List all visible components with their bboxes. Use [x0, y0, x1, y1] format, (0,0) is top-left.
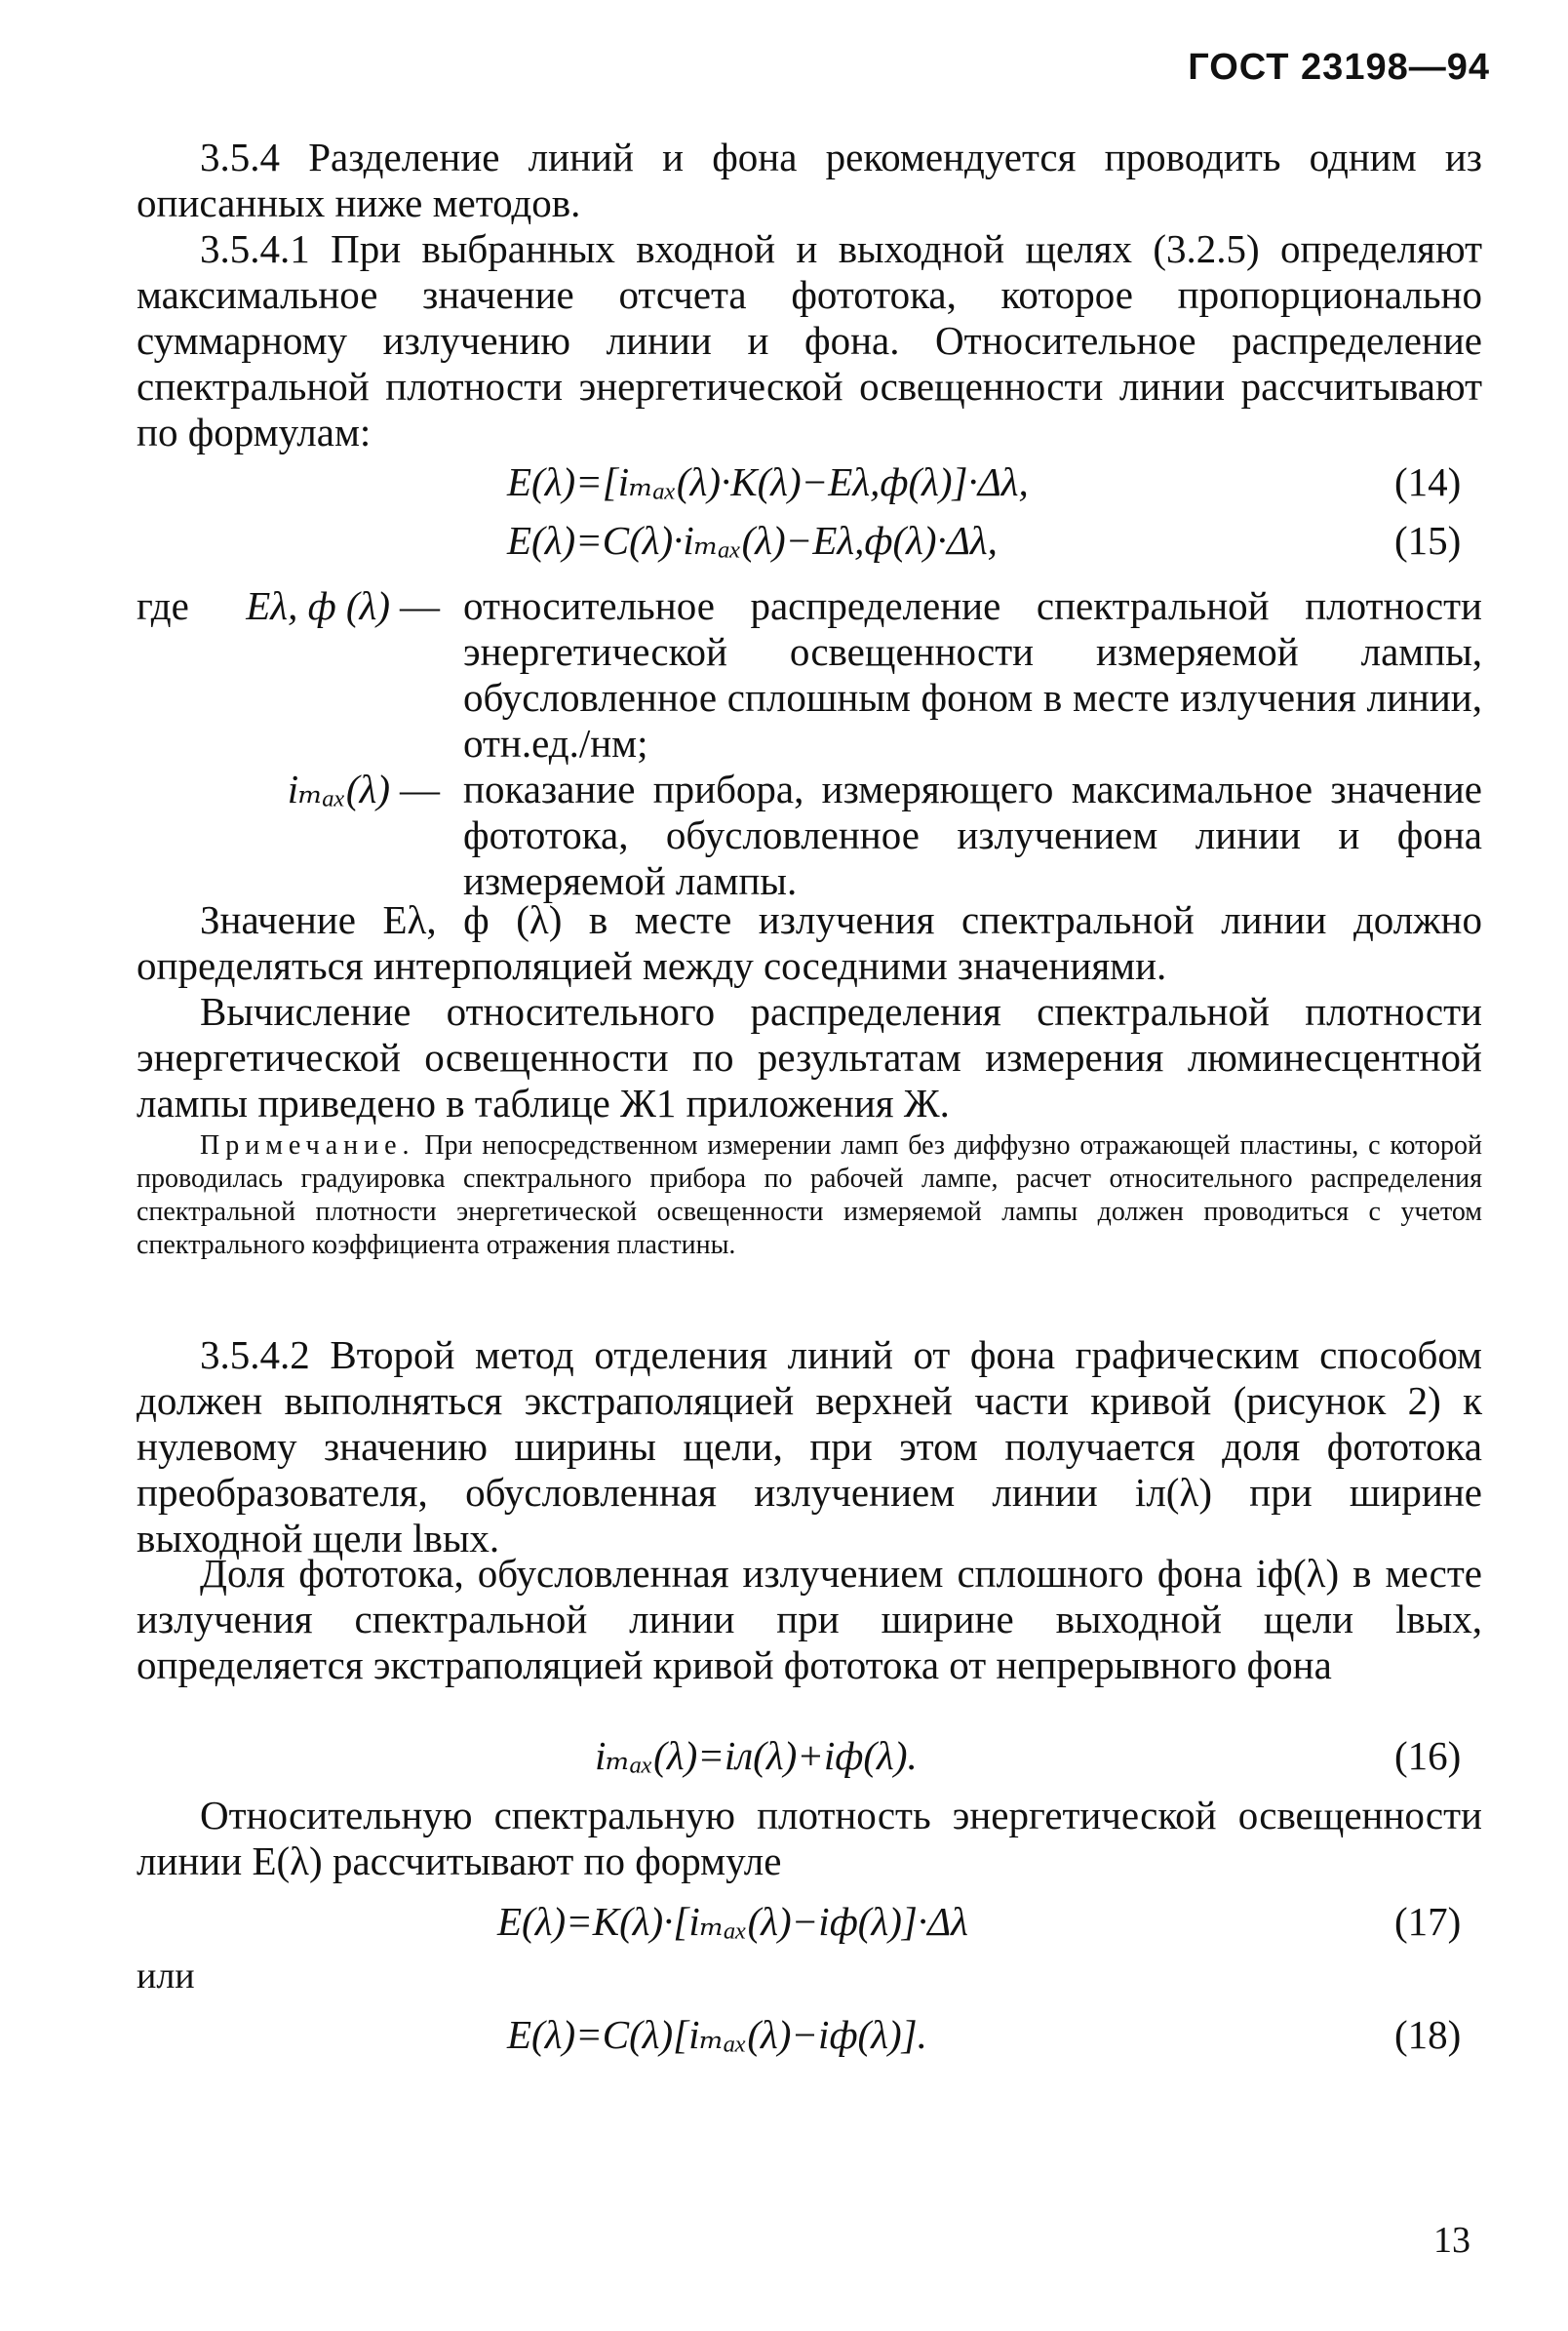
formula-17: E(λ)=K(λ)·[iₘₐₓ(λ)−iф(λ)]·Δλ	[497, 1899, 968, 1944]
definition-term: Eλ, ф (λ)	[246, 583, 390, 628]
formula-14: E(λ)=[iₘₐₓ(λ)·K(λ)−Eλ,ф(λ)]·Δλ,	[507, 459, 1029, 504]
note-block	[137, 1129, 1482, 1262]
formula-18: E(λ)=C(λ)[iₘₐₓ(λ)−iф(λ)].	[507, 2012, 927, 2057]
formula-18-number: (18)	[1394, 2012, 1462, 2057]
formula-16: iₘₐₓ(λ)=iл(λ)+iф(λ).	[595, 1733, 918, 1778]
formula-14-number: (14)	[1394, 459, 1462, 504]
paragraph-background-share: Доля фототока, обусловленная излучением сплошного фона iф(λ) в месте излучения спектральной линии при ширине выходной щели lвых, определяется экстраполяцией кривой фототока от непрерывного фона	[137, 1551, 1482, 1687]
paragraph-3-5-4-2: 3.5.4.2 Второй метод отделения линий от фона графическим способом должен выполняться экстраполяцией верхней части кривой (рисунок 2) к нулевому значению ширины щели, при этом получается доля фототока преобразователя, обусловленная излучением линии iл(λ) при ширине выходной щели lвых.	[137, 1332, 1482, 1561]
formula-16-number: (16)	[1394, 1733, 1462, 1778]
where-label: где	[137, 583, 189, 628]
formula-17-number: (17)	[1394, 1899, 1462, 1944]
or-label: или	[137, 1956, 195, 1996]
paragraph-3-5-4-1: 3.5.4.1 При выбранных входной и выходной щелях (3.2.5) определяют максимальное значение отсчета фототока, которое пропорционально суммарному излучению линии и фона. Относительное распределение спектральной плотности энергетической освещенности линии рассчитывают по формулам:	[137, 226, 1482, 454]
paragraph-value: Значение Eλ, ф (λ) в месте излучения спектральной линии должно определяться интерполяцией между соседними значениями.	[137, 897, 1482, 988]
note-label: Примечание.	[200, 1130, 415, 1161]
paragraph-3-5-4: 3.5.4 Разделение линий и фона рекомендуется проводить одним из описанных ниже методов.	[137, 135, 1482, 225]
definition-text: показание прибора, измеряющего максимальное значение фототока, обусловленное излучением линии и фона измеряемой лампы.	[463, 767, 1482, 903]
standard-header: ГОСТ 23198—94	[1188, 47, 1490, 88]
definition-dash: —	[400, 583, 440, 628]
definition-term: iₘₐₓ(λ)	[287, 767, 390, 811]
formula-15-number: (15)	[1394, 518, 1462, 563]
paragraph-relative-density: Относительную спектральную плотность энергетической освещенности линии E(λ) рассчитывают по формуле	[137, 1793, 1482, 1883]
definition-dash: —	[400, 767, 440, 811]
note-text: При непосредственном измерении ламп без диффузно отражающей пластины, с которой проводилась градуировка спектрального прибора по рабочей лампе, расчет относительного распределения спектральной плотности энергетической освещенности измеряемой лампы должен проводиться с учетом спектрального коэффициента отражения пластины.	[137, 1130, 1483, 1260]
formula-15: E(λ)=C(λ)·iₘₐₓ(λ)−Eλ,ф(λ)·Δλ,	[507, 518, 998, 563]
definition-text: относительное распределение спектральной плотности энергетической освещенности измеряемой лампы, обусловленное сплошным фоном в месте излучения линии, отн.ед./нм;	[463, 583, 1482, 766]
page-number: 13	[1433, 2220, 1470, 2261]
paragraph-calculation: Вычисление относительного распределения спектральной плотности энергетической освещенности по результатам измерения люминесцентной лампы приведено в таблице Ж1 приложения Ж.	[137, 989, 1482, 1126]
